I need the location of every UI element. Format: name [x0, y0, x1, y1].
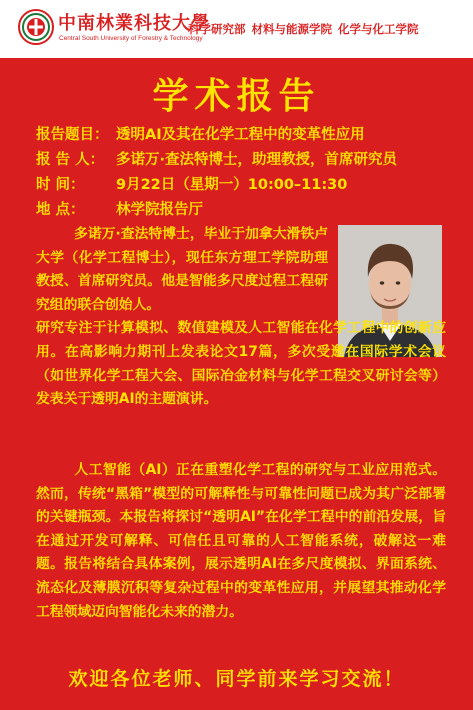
- topic-label: 报告题目：: [36, 127, 109, 143]
- time-value: 9月22日（星期一）10:00–11:30: [116, 177, 348, 193]
- info-time: [36, 173, 456, 194]
- time-label: 时 间：: [36, 177, 85, 193]
- abstract-text: 人工智能（AI）正在重塑化学工程的研究与工业应用范式。然而，传统“黑箱”模型的可解释性与可靠性问题已成为其广泛部署的关键瓶颈。本报告将探讨“透明AI”在化学工程中的前沿发展，旨在通过开发可解释、可信任且可靠的人工智能系统，破解这一难题。报告将结合具体案例，展示透明AI在多尺度模拟、界面系统、流态化及薄膜沉积等复杂过程中的变革性应用，并展望其推动化学工程领域迈向智能化未来的潜力。: [36, 462, 446, 620]
- info-topic: [36, 123, 456, 144]
- university-logo-icon: [18, 9, 54, 45]
- poster-title: 学术报告: [152, 75, 321, 117]
- university-name: 中南林業科技大學: [58, 13, 210, 34]
- speaker-bio-part2: 研究专注于计算模拟、数值建模及人工智能在化学工程中的创新应用。在高影响力期刊上发表论文17篇，多次受邀在国际学术会议（如世界化学工程大会、国际冶金材料与化学工程交叉研讨会等）发表关于透明AI的主题演讲。: [36, 320, 446, 408]
- welcome-message: 欢迎各位老师、同学前来学习交流！: [68, 668, 405, 690]
- info-place: [36, 198, 456, 219]
- department-list: 科学研究部 材料与能源学院 化学与化工学院: [188, 22, 419, 36]
- speaker-bio-part1: 多诺万·查法特博士，毕业于加拿大滑铁卢大学（化学工程博士），现任东方理工学院助理教授、首席研究员。他是智能多尺度过程工程研究组的联合创始人。: [36, 226, 328, 313]
- speaker-bio: [36, 223, 446, 412]
- university-name-en: Central South University of Forestry & Technology: [59, 35, 203, 42]
- place-value: 林学院报告厅: [116, 202, 203, 218]
- speaker-value: 多诺万·查法特博士，助理教授，首席研究员: [116, 152, 398, 168]
- info-speaker: [36, 148, 456, 169]
- speaker-label: 报 告 人：: [36, 152, 105, 168]
- report-abstract: [36, 459, 446, 624]
- header-bar: [0, 0, 473, 58]
- place-label: 地 点：: [36, 202, 85, 218]
- topic-value: 透明AI及其在化学工程中的变革性应用: [116, 127, 365, 143]
